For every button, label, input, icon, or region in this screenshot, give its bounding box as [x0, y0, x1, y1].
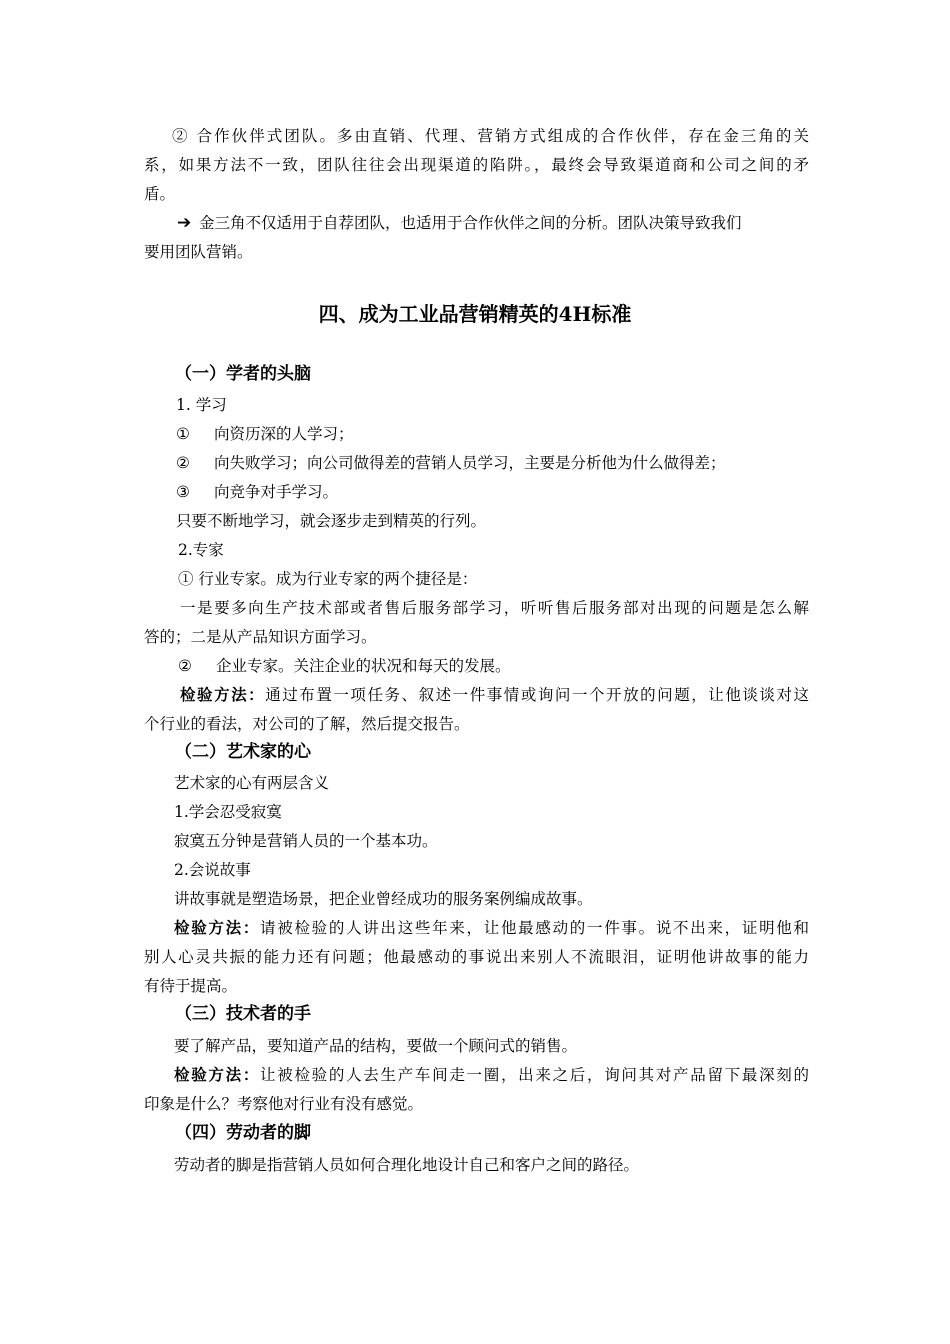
section-title: 四、成为工业品营销精英的4H标准 — [318, 302, 632, 326]
section-heading-1: （一）学者的头脑 — [175, 364, 311, 384]
check-method-label: 检验方法： — [174, 1065, 261, 1084]
circled-number: ③ — [176, 483, 190, 501]
paragraph-line: 别人心灵共振的能力还有问题；他最感动的事说出来别人不流眼泪，证明他讲故事的能力 — [144, 948, 809, 966]
check-method-label: 检验方法： — [174, 918, 261, 937]
circled-number: ② — [178, 657, 192, 675]
paragraph-text: 金三角不仅适用于自荐团队，也适用于合作伙伴之间的分析。团队决策导致我们 — [199, 214, 742, 232]
check-method-label: 检验方法： — [180, 685, 266, 704]
list-item — [176, 481, 841, 503]
list-item: 1. 学习 — [176, 396, 227, 414]
paragraph-line: 答的；二是从产品知识方面学习。 — [144, 628, 377, 646]
paragraph-line — [177, 212, 809, 234]
paragraph-line: 一是要多向生产技术部或者售后服务部学习，听听售后服务部对出现的问题是怎么解 — [180, 599, 809, 617]
paragraph-line: 艺术家的心有两层含义 — [174, 774, 330, 792]
paragraph-line: 个行业的看法，对公司的了解，然后提交报告。 — [144, 715, 470, 733]
paragraph-line — [180, 684, 809, 706]
list-item-text: 向竞争对手学习。 — [214, 483, 339, 501]
list-item: ① 行业专家。成为行业专家的两个捷径是： — [178, 570, 478, 588]
paragraph-text: 通过布置一项任务、叙述一件事情或询问一个开放的问题，让他谈谈对这 — [265, 686, 809, 704]
paragraph-line: 印象是什么？考察他对行业有没有感觉。 — [144, 1095, 424, 1113]
circled-number: ① — [176, 425, 190, 443]
circled-number: ② — [176, 454, 190, 472]
paragraph-line: 盾。 — [144, 185, 176, 203]
list-item: 2.专家 — [178, 541, 224, 559]
list-item-text: 向资历深的人学习； — [214, 425, 354, 443]
list-item-text: 向失败学习；向公司做得差的营销人员学习，主要是分析他为什么做得差； — [214, 454, 726, 472]
paragraph-line: 讲故事就是塑造场景，把企业曾经成功的服务案例编成故事。 — [174, 890, 593, 908]
paragraph-line: 要了解产品，要知道产品的结构，要做一个顾问式的销售。 — [174, 1037, 578, 1055]
list-item — [178, 655, 843, 677]
paragraph-line — [174, 917, 809, 939]
paragraph-line: 寂寞五分钟是营销人员的一个基本功。 — [174, 832, 438, 850]
list-item-text: 企业专家。关注企业的状况和每天的发展。 — [216, 657, 511, 675]
paragraph-line: 要用团队营销。 — [144, 243, 253, 261]
list-item — [176, 452, 841, 474]
paragraph-text: 让被检验的人去生产车间走一圈，出来之后，询问其对产品留下最深刻的 — [260, 1066, 809, 1084]
paragraph-line: 劳动者的脚是指营销人员如何合理化地设计自己和客户之间的路径。 — [174, 1156, 640, 1174]
paragraph-text: 请被检验的人讲出这些年来，让他最感动的一件事。说不出来，证明他和 — [260, 919, 809, 937]
arrow-right-icon: ➔ — [177, 213, 192, 233]
paragraph-line — [174, 1064, 809, 1086]
list-item: 1.学会忍受寂寞 — [174, 803, 282, 821]
paragraph-line: 有待于提高。 — [144, 977, 238, 995]
paragraph-line: 只要不断地学习，就会逐步走到精英的行列。 — [176, 512, 487, 530]
list-item: 2.会说故事 — [174, 861, 251, 879]
paragraph-line: 系，如果方法不一致，团队往往会出现渠道的陷阱。，最终会导致渠道商和公司之间的矛 — [144, 156, 809, 174]
list-item — [176, 423, 841, 445]
section-heading-2: （二）艺术家的心 — [175, 742, 311, 762]
paragraph-line: ② 合作伙伴式团队。多由直销、代理、营销方式组成的合作伙伴，存在金三角的关 — [172, 127, 809, 145]
section-heading-4: （四）劳动者的脚 — [175, 1123, 311, 1143]
section-heading-3: （三）技术者的手 — [175, 1004, 311, 1024]
